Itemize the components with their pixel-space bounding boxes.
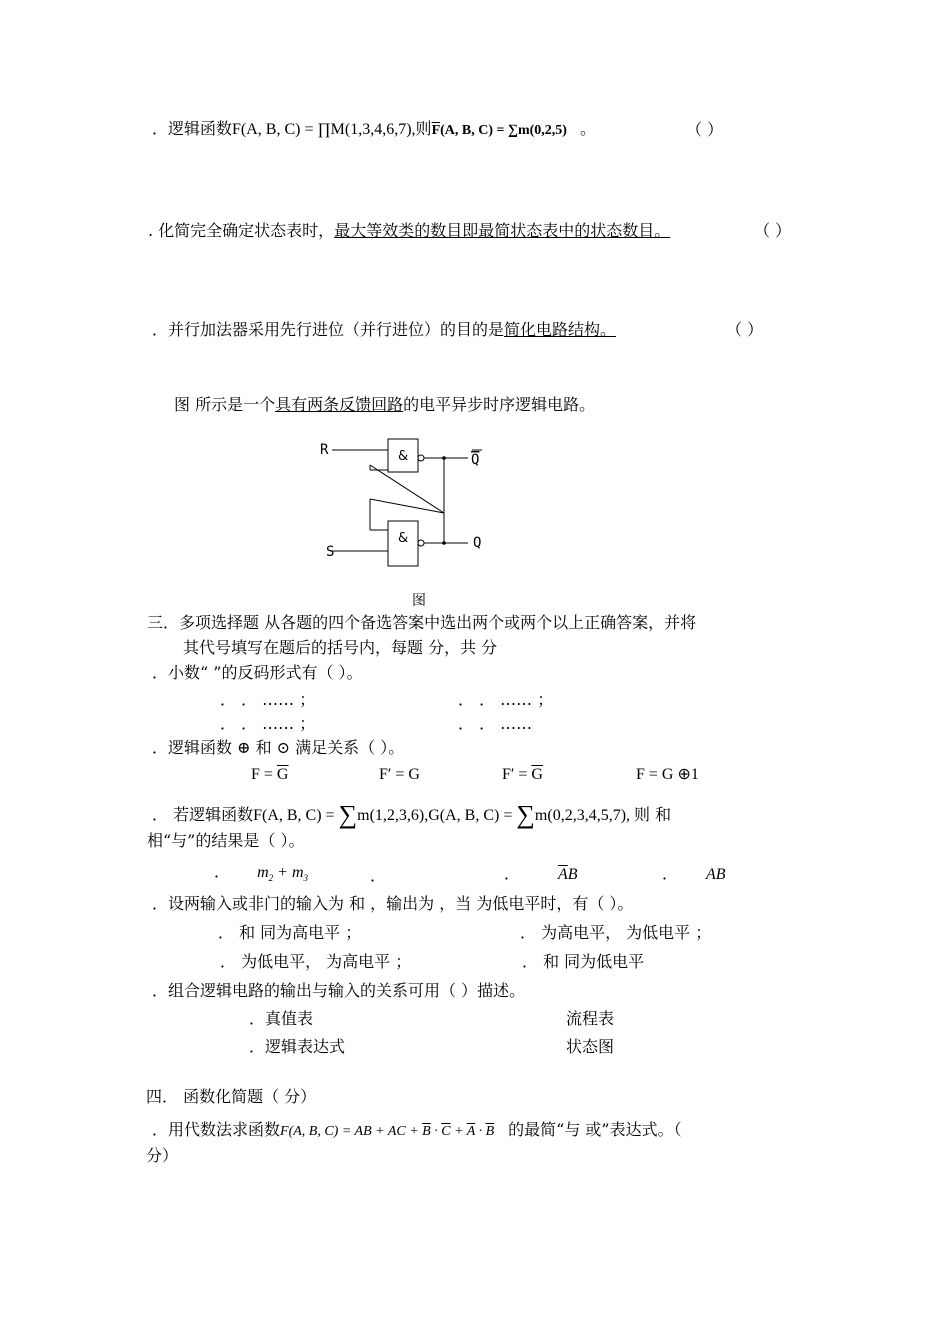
s3-q5-option-a: ．真值表 — [249, 1009, 314, 1028]
output-qbar-label: Q — [471, 452, 480, 468]
q1-formula-fbar: $\overline{F}$ — [431, 123, 441, 138]
q3-answer-paren[interactable]: （ ） — [726, 320, 764, 339]
s4-q1-line2: 分） — [146, 1146, 179, 1165]
s3-q2-option-d: F = G ⊕1 — [636, 766, 699, 783]
q4-lead: 图 所示是一个 — [174, 395, 276, 414]
s3-q3-option-a: ． $m_2 + m_3$ — [214, 862, 309, 884]
input-s-label: S — [326, 544, 335, 560]
s3-q2-option-c: $F' = \overline{G}$ — [502, 766, 543, 783]
s3-q1-option-a: ． ． …… ； — [220, 690, 316, 709]
s3-q1-option-d: ． ． …… — [458, 714, 533, 733]
s3-q4-option-d: ． 和 同为低电平 — [522, 952, 645, 971]
s3-q1-option-b: ． ． …… ； — [458, 690, 554, 709]
s3-q2-option-a: $F = \overline{G}$ — [251, 766, 289, 783]
gate-bottom-symbol: & — [398, 531, 409, 546]
s4-q1-line1: ．用代数法求函数F(A, B, C) = AB + AC + $\overline{B} \cdot \overline{C} + \overline{A} \cdot \overline{B}$ 的最简“与 或”表达式。（ — [152, 1120, 682, 1139]
s3-q3-option-d: ． AB — [662, 864, 726, 883]
q1-line — [152, 119, 596, 140]
s4-q1-formula: F(A, B, C) = AB + AC + $\overline{B} \cdot \overline{C} + \overline{A} \cdot \overline{B}$ — [280, 1124, 495, 1139]
q1-ze: 则 — [415, 119, 432, 138]
input-r-label: R — [320, 442, 329, 458]
s3-q3-line1: ． 若逻辑函数F(A, B, C) = ∑m(1,2,3,6),G(A, B, C) = ∑m(0,2,3,4,5,7), 则 和 — [152, 800, 672, 829]
latch-circuit-figure — [310, 425, 510, 575]
q3-line — [152, 320, 616, 339]
section4-heading: 四． 函数化简题（ 分） — [146, 1087, 317, 1106]
section3-heading-2: 其代号填写在题后的括号内，每题 分，共 分 — [183, 638, 498, 657]
s3-q5: ．组合逻辑电路的输出与输入的关系可用（ ）描述。 — [152, 981, 526, 1000]
s3-q3-option-b: ． — [370, 866, 387, 885]
s3-q5-option-c: ．逻辑表达式 — [249, 1037, 346, 1056]
q1-formula-product: F(A, B, C) = ∏M(1,3,4,6,7), — [232, 121, 416, 138]
q2-line — [148, 221, 670, 240]
q3-lead: ．并行加法器采用先行进位（并行进位）的目的是 — [152, 320, 505, 339]
s3-q3-option-c: ． $\overline{A}B$ — [504, 864, 578, 883]
s3-q2-option-b: F′ = G — [379, 766, 420, 783]
s3-q3-line2: 相“与”的结果是（ ）。 — [147, 831, 305, 850]
s3-q4-option-c: ． 为低电平， 为高电平 ； — [220, 952, 412, 971]
figure-caption: 图 — [412, 593, 426, 609]
q2-underlined: 最大等效类的数目即最简状态表中的状态数目。 — [334, 221, 671, 240]
q3-underlined: 简化电路结构。 — [504, 320, 617, 339]
output-q-label: Q — [473, 535, 482, 551]
s3-q1: ．小数“ ”的反码形式有（ ）。 — [152, 663, 363, 682]
s3-q3-f-formula: F(A, B, C) = ∑m(1,2,3,6),G(A, B, C) = ∑m(0,2,3,4,5,7), — [253, 800, 631, 829]
q1-lead: ．逻辑函数 — [152, 119, 233, 138]
s3-q4: ．设两输入或非门的输入为 和 ，输出为 ，当 为低电平时，有（ ）。 — [152, 894, 634, 913]
section3-heading: 三．多项选择题 从各题的四个备选答案中选出两个或两个以上正确答案，并将 — [147, 613, 697, 632]
s3-q4-option-b: ． 为高电平， 为低电平 ； — [520, 923, 712, 942]
s3-q2: ．逻辑函数 ⊕ 和 ⊙ 满足关系（ ）。 — [152, 738, 405, 757]
s3-q5-option-b: 流程表 — [566, 1009, 615, 1028]
gate-top-symbol: & — [398, 449, 409, 464]
s3-q1-option-c: ． ． …… ； — [220, 714, 316, 733]
q2-lead: . 化简完全确定状态表时， — [148, 221, 335, 240]
q4-line — [174, 395, 595, 414]
s3-q3-tail: 则 和 — [634, 805, 672, 824]
q4-tail: 的电平异步时序逻辑电路。 — [403, 395, 596, 414]
q4-underlined: 具有两条反馈回路 — [275, 395, 404, 414]
q1-formula-sum: (A, B, C) = ∑m(0,2,5) — [440, 123, 567, 138]
q1-answer-paren[interactable]: （ ） — [686, 120, 724, 139]
q2-answer-paren[interactable]: （ ） — [754, 221, 792, 240]
s3-q5-option-d: 状态图 — [566, 1037, 615, 1056]
s3-q4-option-a: ． 和 同为高电平 ； — [218, 923, 362, 942]
q1-end: 。 — [580, 119, 597, 138]
